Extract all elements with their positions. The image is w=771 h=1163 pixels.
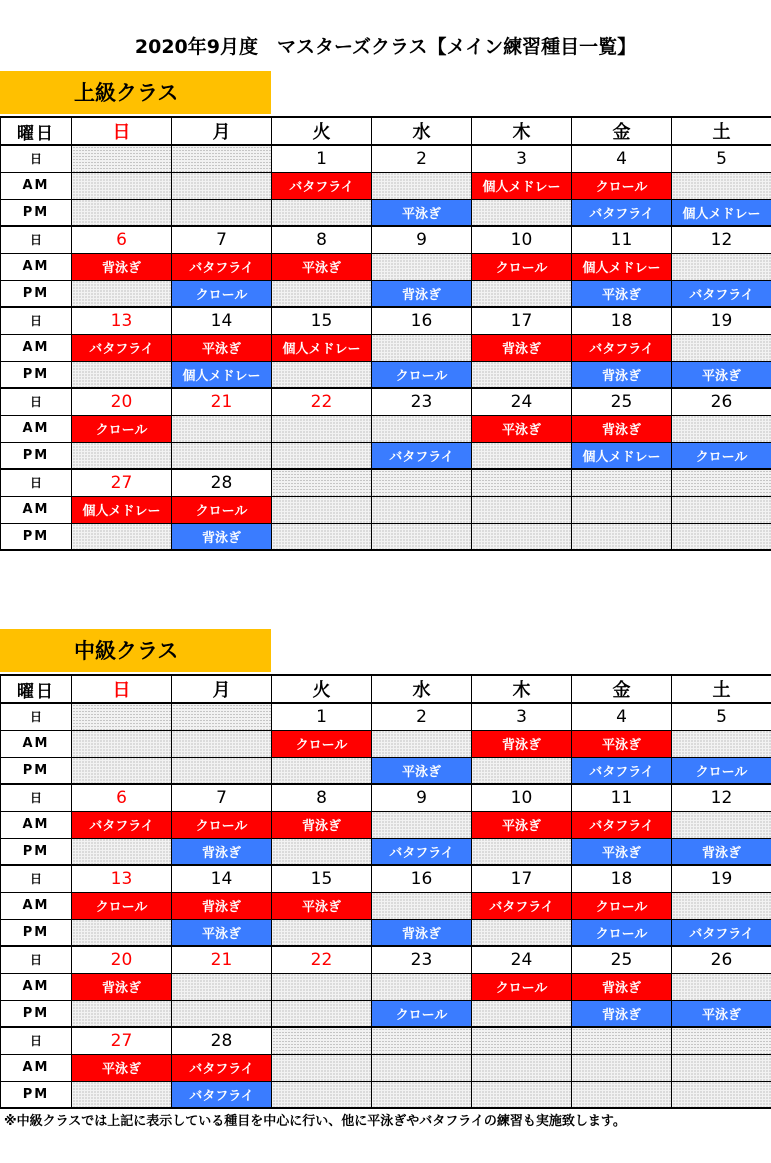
class-label-advanced: 上級クラス [0, 71, 271, 114]
am-event-cell: 平泳ぎ [472, 415, 572, 442]
pm-event-cell: クロール [672, 442, 771, 469]
am-event-cell [272, 496, 372, 523]
am-event-cell: 背泳ぎ [72, 973, 172, 1000]
am-row [1, 892, 771, 919]
date-cell: 4 [572, 145, 672, 172]
am-event-cell: 背泳ぎ [472, 334, 572, 361]
date-cell [472, 469, 572, 496]
pm-event-cell [172, 1000, 272, 1027]
pm-event-cell: 平泳ぎ [572, 280, 672, 307]
pm-event-cell [372, 523, 472, 550]
am-event-cell: バタフライ [472, 892, 572, 919]
date-cell: 3 [472, 145, 572, 172]
date-row [1, 703, 771, 730]
am-event-cell: 平泳ぎ [72, 1054, 172, 1081]
am-row [1, 730, 771, 757]
date-cell: 26 [672, 946, 771, 973]
pm-event-cell: 背泳ぎ [372, 280, 472, 307]
am-row [1, 172, 771, 199]
date-row [1, 784, 771, 811]
pm-event-cell [472, 523, 572, 550]
pm-row-label: PM [1, 442, 72, 469]
date-cell [172, 703, 272, 730]
weekday-header: 金 [572, 675, 672, 703]
am-event-cell [672, 334, 771, 361]
date-row-label: 日 [1, 388, 72, 415]
date-cell: 19 [672, 307, 771, 334]
am-event-cell [372, 334, 472, 361]
pm-event-cell [272, 280, 372, 307]
am-event-cell: 背泳ぎ [172, 892, 272, 919]
pm-row-label: PM [1, 757, 72, 784]
date-cell: 10 [472, 226, 572, 253]
pm-event-cell [672, 523, 771, 550]
date-cell [72, 145, 172, 172]
pm-event-cell: 平泳ぎ [672, 1000, 771, 1027]
date-cell: 26 [672, 388, 771, 415]
pm-event-cell: バタフライ [672, 280, 771, 307]
pm-row-label: PM [1, 1000, 72, 1027]
date-cell: 18 [572, 307, 672, 334]
pm-event-cell [272, 838, 372, 865]
date-cell: 7 [172, 226, 272, 253]
date-row-label: 日 [1, 703, 72, 730]
date-cell: 12 [672, 784, 771, 811]
weekday-header: 木 [472, 675, 572, 703]
pm-row [1, 1081, 771, 1108]
pm-row [1, 361, 771, 388]
am-event-cell: 平泳ぎ [572, 730, 672, 757]
am-event-cell: クロール [572, 172, 672, 199]
am-event-cell [672, 172, 771, 199]
am-event-cell: クロール [72, 892, 172, 919]
pm-event-cell: 平泳ぎ [172, 919, 272, 946]
am-event-cell [672, 496, 771, 523]
date-cell: 28 [172, 469, 272, 496]
date-row-label: 日 [1, 469, 72, 496]
date-cell: 2 [372, 703, 472, 730]
date-row [1, 946, 771, 973]
date-row-label: 日 [1, 226, 72, 253]
pm-event-cell: バタフライ [372, 838, 472, 865]
date-cell [372, 1027, 472, 1054]
am-event-cell [372, 415, 472, 442]
calendar-intermediate [0, 674, 771, 1109]
date-cell: 6 [72, 226, 172, 253]
weekday-header-row [1, 675, 771, 703]
weekday-header: 月 [172, 675, 272, 703]
pm-event-cell: 平泳ぎ [672, 361, 771, 388]
am-event-cell: 平泳ぎ [272, 253, 372, 280]
page-title: 2020年9月度 マスターズクラス【メイン練習種目一覧】 [134, 36, 637, 58]
pm-event-cell [72, 523, 172, 550]
pm-event-cell: 背泳ぎ [172, 523, 272, 550]
am-event-cell: 平泳ぎ [172, 334, 272, 361]
am-event-cell: バタフライ [172, 253, 272, 280]
pm-row-label: PM [1, 1081, 72, 1108]
am-event-cell [672, 253, 771, 280]
am-event-cell: 個人メドレー [572, 253, 672, 280]
pm-event-cell: 平泳ぎ [572, 838, 672, 865]
am-event-cell: 背泳ぎ [72, 253, 172, 280]
date-cell: 8 [272, 784, 372, 811]
date-cell: 22 [272, 388, 372, 415]
pm-row [1, 757, 771, 784]
am-event-cell [272, 415, 372, 442]
date-cell: 12 [672, 226, 771, 253]
pm-event-cell [572, 1081, 672, 1108]
pm-row-label: PM [1, 919, 72, 946]
am-row [1, 1054, 771, 1081]
date-row-label: 日 [1, 307, 72, 334]
pm-event-cell: 個人メドレー [572, 442, 672, 469]
am-event-cell [572, 1054, 672, 1081]
date-cell: 24 [472, 946, 572, 973]
date-cell: 20 [72, 388, 172, 415]
pm-event-cell [472, 442, 572, 469]
weekday-header: 木 [472, 117, 572, 145]
am-event-cell [172, 415, 272, 442]
am-event-cell [572, 496, 672, 523]
date-cell: 21 [172, 946, 272, 973]
pm-event-cell [72, 361, 172, 388]
weekday-header: 金 [572, 117, 672, 145]
am-event-cell [272, 1054, 372, 1081]
date-cell: 16 [372, 865, 472, 892]
date-cell [372, 469, 472, 496]
am-event-cell: 個人メドレー [72, 496, 172, 523]
am-event-cell: 個人メドレー [472, 172, 572, 199]
date-cell: 27 [72, 469, 172, 496]
pm-event-cell [272, 919, 372, 946]
pm-event-cell: バタフライ [172, 1081, 272, 1108]
am-event-cell: 平泳ぎ [472, 811, 572, 838]
date-row-label: 日 [1, 1027, 72, 1054]
pm-event-cell: 背泳ぎ [372, 919, 472, 946]
am-event-cell: 背泳ぎ [472, 730, 572, 757]
pm-event-cell: バタフライ [572, 757, 672, 784]
am-event-cell: 個人メドレー [272, 334, 372, 361]
am-event-cell [472, 496, 572, 523]
weekday-header: 日 [72, 117, 172, 145]
pm-event-cell [372, 1081, 472, 1108]
pm-event-cell [472, 838, 572, 865]
pm-event-cell [472, 199, 572, 226]
date-cell: 7 [172, 784, 272, 811]
pm-event-cell: クロール [172, 280, 272, 307]
date-row-label: 日 [1, 145, 72, 172]
date-cell: 13 [72, 307, 172, 334]
pm-event-cell [272, 523, 372, 550]
date-cell: 14 [172, 865, 272, 892]
am-event-cell [72, 172, 172, 199]
pm-row [1, 523, 771, 550]
pm-event-cell: 背泳ぎ [672, 838, 771, 865]
date-cell: 13 [72, 865, 172, 892]
pm-event-cell [272, 199, 372, 226]
pm-event-cell [472, 1081, 572, 1108]
am-event-cell: 背泳ぎ [572, 973, 672, 1000]
am-event-cell [372, 172, 472, 199]
date-cell: 17 [472, 865, 572, 892]
date-cell: 10 [472, 784, 572, 811]
pm-event-cell: クロール [572, 919, 672, 946]
weekday-header: 火 [272, 675, 372, 703]
pm-event-cell: 平泳ぎ [372, 757, 472, 784]
am-event-cell: バタフライ [172, 1054, 272, 1081]
date-row [1, 1027, 771, 1054]
weekday-header: 月 [172, 117, 272, 145]
am-event-cell: クロール [172, 496, 272, 523]
date-row-label: 日 [1, 946, 72, 973]
am-event-cell [72, 730, 172, 757]
am-row [1, 811, 771, 838]
pm-event-cell: クロール [372, 361, 472, 388]
date-cell: 2 [372, 145, 472, 172]
date-row [1, 865, 771, 892]
pm-event-cell [272, 361, 372, 388]
pm-event-cell [172, 199, 272, 226]
date-cell: 23 [372, 946, 472, 973]
date-cell: 6 [72, 784, 172, 811]
pm-event-cell [472, 280, 572, 307]
pm-event-cell: 背泳ぎ [572, 1000, 672, 1027]
am-row-label: AM [1, 973, 72, 1000]
date-cell [172, 145, 272, 172]
date-cell [272, 1027, 372, 1054]
date-cell: 19 [672, 865, 771, 892]
pm-row [1, 838, 771, 865]
pm-event-cell [172, 442, 272, 469]
date-cell: 11 [572, 784, 672, 811]
weekday-header: 土 [672, 675, 771, 703]
am-event-cell [372, 811, 472, 838]
am-row-label: AM [1, 730, 72, 757]
am-row-label: AM [1, 253, 72, 280]
class-label-intermediate: 中級クラス [0, 629, 271, 672]
am-event-cell: クロール [472, 253, 572, 280]
am-event-cell: クロール [472, 973, 572, 1000]
date-cell: 5 [672, 703, 771, 730]
pm-row-label: PM [1, 838, 72, 865]
am-event-cell: 背泳ぎ [272, 811, 372, 838]
weekday-header: 水 [372, 117, 472, 145]
pm-event-cell [72, 757, 172, 784]
date-cell [72, 703, 172, 730]
date-cell: 1 [272, 703, 372, 730]
am-event-cell: 平泳ぎ [272, 892, 372, 919]
date-cell: 4 [572, 703, 672, 730]
am-event-cell [172, 730, 272, 757]
am-event-cell [272, 973, 372, 1000]
am-event-cell [472, 1054, 572, 1081]
am-event-cell: バタフライ [72, 334, 172, 361]
am-row-label: AM [1, 811, 72, 838]
pm-row-label: PM [1, 361, 72, 388]
pm-event-cell [72, 280, 172, 307]
am-event-cell [672, 973, 771, 1000]
pm-event-cell: 個人メドレー [172, 361, 272, 388]
pm-event-cell [672, 1081, 771, 1108]
footnote: ※中級クラスでは上記に表示している種目を中心に行い、他に平泳ぎやバタフライの練習も実施致します。 [4, 1114, 626, 1129]
date-cell [572, 1027, 672, 1054]
am-event-cell [172, 973, 272, 1000]
weekday-row-label: 曜日 [1, 675, 72, 703]
date-cell [672, 469, 771, 496]
date-row [1, 388, 771, 415]
pm-event-cell [72, 199, 172, 226]
am-row [1, 415, 771, 442]
date-cell: 17 [472, 307, 572, 334]
pm-event-cell [272, 1000, 372, 1027]
calendar-advanced [0, 116, 771, 551]
am-event-cell: バタフライ [272, 172, 372, 199]
pm-event-cell [472, 757, 572, 784]
pm-row [1, 919, 771, 946]
date-cell [472, 1027, 572, 1054]
am-event-cell: バタフライ [572, 811, 672, 838]
weekday-row-label: 曜日 [1, 117, 72, 145]
date-row [1, 145, 771, 172]
date-cell: 22 [272, 946, 372, 973]
pm-event-cell: 背泳ぎ [572, 361, 672, 388]
pm-row-label: PM [1, 199, 72, 226]
pm-event-cell [572, 523, 672, 550]
pm-row [1, 199, 771, 226]
date-cell: 25 [572, 946, 672, 973]
date-row-label: 日 [1, 865, 72, 892]
date-cell [672, 1027, 771, 1054]
pm-row [1, 442, 771, 469]
am-row-label: AM [1, 892, 72, 919]
date-cell: 15 [272, 865, 372, 892]
date-cell: 1 [272, 145, 372, 172]
am-event-cell: クロール [72, 415, 172, 442]
pm-row-label: PM [1, 523, 72, 550]
date-cell: 3 [472, 703, 572, 730]
date-cell: 24 [472, 388, 572, 415]
am-event-cell: クロール [572, 892, 672, 919]
pm-row-label: PM [1, 280, 72, 307]
am-event-cell [372, 253, 472, 280]
am-event-cell [172, 172, 272, 199]
pm-event-cell: バタフライ [672, 919, 771, 946]
am-event-cell [672, 730, 771, 757]
date-cell [272, 469, 372, 496]
date-row [1, 307, 771, 334]
am-row-label: AM [1, 172, 72, 199]
pm-event-cell: 背泳ぎ [172, 838, 272, 865]
pm-event-cell [72, 442, 172, 469]
pm-event-cell [472, 1000, 572, 1027]
pm-event-cell [272, 442, 372, 469]
date-row-label: 日 [1, 784, 72, 811]
date-cell: 14 [172, 307, 272, 334]
am-event-cell [372, 730, 472, 757]
am-event-cell [372, 496, 472, 523]
am-event-cell: 背泳ぎ [572, 415, 672, 442]
date-cell: 16 [372, 307, 472, 334]
date-cell [572, 469, 672, 496]
weekday-header: 火 [272, 117, 372, 145]
am-event-cell: クロール [272, 730, 372, 757]
weekday-header: 日 [72, 675, 172, 703]
date-cell: 5 [672, 145, 771, 172]
pm-event-cell [472, 361, 572, 388]
date-cell: 18 [572, 865, 672, 892]
weekday-header-row [1, 117, 771, 145]
weekday-header: 土 [672, 117, 771, 145]
am-event-cell: バタフライ [572, 334, 672, 361]
pm-event-cell [172, 757, 272, 784]
am-row [1, 496, 771, 523]
date-cell: 20 [72, 946, 172, 973]
date-cell: 23 [372, 388, 472, 415]
am-event-cell: クロール [172, 811, 272, 838]
pm-event-cell: バタフライ [372, 442, 472, 469]
pm-event-cell: 平泳ぎ [372, 199, 472, 226]
am-event-cell [672, 1054, 771, 1081]
date-cell: 25 [572, 388, 672, 415]
date-cell: 27 [72, 1027, 172, 1054]
pm-event-cell [272, 757, 372, 784]
weekday-header: 水 [372, 675, 472, 703]
am-event-cell [672, 415, 771, 442]
pm-event-cell: バタフライ [572, 199, 672, 226]
pm-event-cell: クロール [672, 757, 771, 784]
am-row-label: AM [1, 415, 72, 442]
am-event-cell [372, 892, 472, 919]
pm-event-cell [72, 1081, 172, 1108]
pm-event-cell: 個人メドレー [672, 199, 771, 226]
pm-row [1, 280, 771, 307]
am-event-cell [672, 811, 771, 838]
date-cell: 11 [572, 226, 672, 253]
pm-row [1, 1000, 771, 1027]
pm-event-cell: クロール [372, 1000, 472, 1027]
pm-event-cell [72, 1000, 172, 1027]
am-row-label: AM [1, 334, 72, 361]
date-row [1, 469, 771, 496]
am-event-cell [372, 1054, 472, 1081]
am-row [1, 973, 771, 1000]
date-cell: 8 [272, 226, 372, 253]
date-cell: 9 [372, 784, 472, 811]
am-event-cell [672, 892, 771, 919]
date-cell: 28 [172, 1027, 272, 1054]
am-event-cell [372, 973, 472, 1000]
date-cell: 9 [372, 226, 472, 253]
am-row-label: AM [1, 496, 72, 523]
pm-event-cell [72, 838, 172, 865]
am-row [1, 334, 771, 361]
date-cell: 21 [172, 388, 272, 415]
date-cell: 15 [272, 307, 372, 334]
pm-event-cell [72, 919, 172, 946]
am-row-label: AM [1, 1054, 72, 1081]
am-row [1, 253, 771, 280]
pm-event-cell [472, 919, 572, 946]
date-row [1, 226, 771, 253]
pm-event-cell [272, 1081, 372, 1108]
am-event-cell: バタフライ [72, 811, 172, 838]
